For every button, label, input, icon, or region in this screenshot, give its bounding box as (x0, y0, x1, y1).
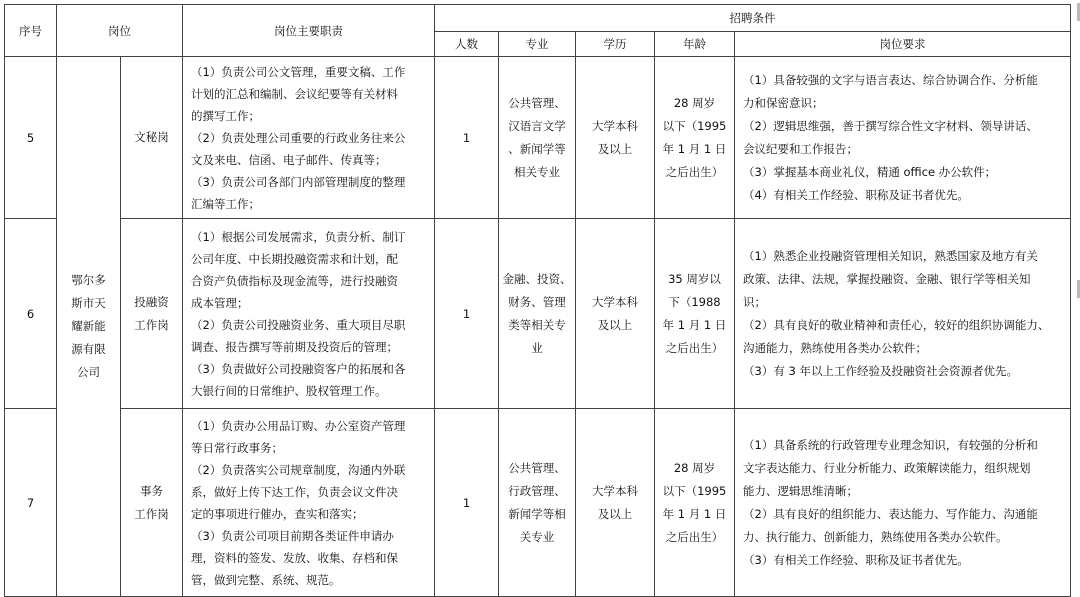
age-line: 35 周岁以 (668, 271, 721, 286)
requirements-cell (735, 219, 1071, 409)
major-cell (499, 57, 576, 219)
major-line: 相关专业 (514, 164, 560, 179)
header-post: 岗位 (57, 5, 183, 57)
duties-line: 合资产负债指标及现金流等，进行投融资 (191, 273, 398, 288)
age-cell (655, 219, 735, 409)
table-row (5, 57, 1071, 219)
post-cell (121, 57, 183, 219)
age-line: 以下（1995 (662, 118, 727, 133)
education-line: 及以上 (597, 506, 633, 521)
age-cell (655, 57, 735, 219)
post-line: 工作岗 (134, 317, 169, 332)
post-cell (121, 409, 183, 597)
requirements-line: （1）熟悉企业投融资管理相关知识，熟悉国家及地方有关 (743, 248, 1038, 263)
education-cell (576, 409, 655, 597)
table-row (5, 409, 1071, 597)
major-cell (499, 219, 576, 409)
company-line: 耀新能 (71, 319, 106, 333)
major-cell (499, 409, 576, 597)
company-line: 源有限 (71, 342, 106, 356)
age-line: 之后出生） (665, 340, 724, 355)
requirements-line: 力和保密意识； (743, 95, 824, 110)
header-duties: 岗位主要职责 (183, 5, 435, 57)
requirements-line: （2）逻辑思维强，善于撰写综合性文字材料、领导讲话、 (743, 118, 1038, 133)
duties-cell (183, 57, 435, 219)
count-cell: 1 (435, 219, 499, 409)
duties-line: 汇编等工作； (191, 196, 260, 211)
company-cell (57, 57, 121, 597)
seq-cell: 7 (5, 409, 57, 597)
count-cell: 1 (435, 57, 499, 219)
age-line: 28 周岁 (673, 460, 716, 475)
company-line: 鄂尔多 (71, 273, 106, 287)
requirements-cell (735, 57, 1071, 219)
education-cell (576, 219, 655, 409)
table-row (5, 219, 1071, 409)
age-line: 之后出生） (665, 164, 724, 179)
header-major: 专业 (499, 32, 576, 57)
age-cell (655, 409, 735, 597)
education-line: 及以上 (597, 317, 633, 332)
major-line: 关专业 (519, 529, 555, 544)
duties-line: （2）负责处理公司重要的行政业务往来公 (191, 130, 406, 145)
duties-line: 公司年度、中长期投融资需求和计划，配 (191, 251, 398, 266)
count-cell: 1 (435, 409, 499, 597)
company-line: 斯市天 (71, 296, 106, 310)
header-requirements: 岗位要求 (735, 32, 1071, 57)
education-line: 大学本科 (592, 294, 638, 309)
age-line: 以下（1995 (662, 483, 727, 498)
major-line: 汉语言文学 (508, 118, 566, 133)
major-line: 金融、投资、 (502, 271, 572, 286)
requirements-line: 文字表达能力、行业分析能力、政策解读能力，组织规划 (743, 460, 1031, 475)
duties-line: （2）负责落实公司规章制度，沟通内外联 (191, 462, 406, 477)
major-line: 、新闻学等 (508, 141, 566, 156)
education-line: 大学本科 (592, 118, 638, 133)
age-line: 28 周岁 (673, 95, 716, 110)
major-line: 业 (531, 340, 543, 355)
duties-line: 成本管理； (191, 295, 249, 310)
company-line: 公司 (77, 365, 100, 379)
requirements-line: （1）具备系统的行政管理专业理念知识，有较强的分析和 (743, 437, 1038, 452)
duties-line: （3）负责公司项目前期各类证件申请办 (191, 528, 394, 543)
duties-line: （1）根据公司发展需求，负责分析、制订 (191, 229, 406, 244)
duties-line: 大银行间的日常维护、股权管理工作。 (191, 383, 387, 398)
requirements-line: （3）有相关工作经验、职称及证书者优先。 (743, 552, 969, 567)
duties-line: 的撰写工作； (191, 108, 260, 123)
major-line: 公共管理、 (508, 460, 566, 475)
requirements-line: 力、执行能力、创新能力，熟练使用各类办公软件。 (743, 529, 1008, 544)
age-line: 之后出生） (665, 529, 724, 544)
major-line: 类等相关专 (508, 317, 566, 332)
post-cell (121, 219, 183, 409)
requirements-line: 政策、法律、法规，掌握投融资、金融、银行学等相关知 (743, 271, 1031, 286)
header-education: 学历 (576, 32, 655, 57)
post-line: 工作岗 (134, 506, 169, 521)
post-line: 投融资 (134, 294, 169, 309)
duties-line: （1）负责公司公文管理，重要文稿、工作 (191, 64, 406, 79)
duties-cell (183, 219, 435, 409)
requirements-line: （2）具有良好的组织能力、表达能力、写作能力、沟通能 (743, 506, 1038, 521)
seq-cell: 6 (5, 219, 57, 409)
age-line: 年 1 月 1 日 (662, 141, 727, 156)
requirements-line: （2）具有良好的敬业精神和责任心，较好的组织协调能力、 (743, 317, 1050, 332)
requirements-line: （4）有相关工作经验、职称及证书者优先。 (743, 187, 969, 202)
header-conditions: 招聘条件 (435, 5, 1071, 32)
age-line: 下（1988 (668, 294, 721, 309)
age-line: 年 1 月 1 日 (662, 317, 727, 332)
header-count: 人数 (435, 32, 499, 57)
post-line: 文秘岗 (134, 130, 169, 144)
duties-line: （1）负责办公用品订购、办公室资产管理 (191, 418, 406, 433)
header-age: 年龄 (655, 32, 735, 57)
age-line: 年 1 月 1 日 (662, 506, 727, 521)
requirements-line: 沟通能力，熟练使用各类办公软件； (743, 340, 927, 355)
duties-line: 定的事项进行催办，查实和落实； (191, 506, 364, 521)
duties-line: （3）负责公司各部门内部管理制度的整理 (191, 174, 406, 189)
requirements-line: （1）具备较强的文字与语言表达、综合协调合作、分析能 (743, 72, 1038, 87)
duties-line: 系，做好上传下达工作，负责会议文件决 (191, 484, 398, 499)
requirements-line: （3）掌握基本商业礼仪，精通 office 办公软件； (743, 164, 997, 179)
duties-line: 调查、报告撰写等前期及投资后的管理； (191, 339, 398, 354)
duties-line: 文及来电、信函、电子邮件、传真等； (191, 152, 387, 167)
requirements-line: 会议纪要和工作报告； (743, 141, 858, 156)
major-line: 新闻学等相 (508, 506, 566, 521)
duties-line: （3）负责做好公司投融资客户的拓展和各 (191, 361, 406, 376)
duties-line: 等日常行政事务； (191, 440, 283, 455)
requirements-line: （3）有 3 年以上工作经验及投融资社会资源者优先。 (743, 363, 1018, 378)
major-line: 行政管理、 (508, 483, 566, 498)
duties-line: 理，资料的签发、发放、收集、存档和保 (191, 550, 398, 565)
requirements-line: 能力、逻辑思维清晰； (743, 483, 858, 498)
post-line: 事务 (140, 483, 163, 498)
seq-cell: 5 (5, 57, 57, 219)
education-cell (576, 57, 655, 219)
major-line: 财务、管理 (508, 294, 566, 309)
requirements-cell (735, 409, 1071, 597)
education-line: 大学本科 (592, 483, 638, 498)
duties-line: 计划的汇总和编制、会议纪要等有关材料 (191, 86, 398, 101)
header-seq: 序号 (5, 5, 57, 57)
duties-cell (183, 409, 435, 597)
recruitment-table (4, 4, 1071, 597)
requirements-line: 识； (743, 294, 766, 309)
education-line: 及以上 (597, 141, 633, 156)
major-line: 公共管理、 (508, 95, 566, 110)
header-row-1 (5, 5, 1071, 32)
duties-line: （2）负责公司投融资业务、重大项目尽职 (191, 317, 406, 332)
duties-line: 管，做到完整、系统、规范。 (191, 572, 341, 587)
